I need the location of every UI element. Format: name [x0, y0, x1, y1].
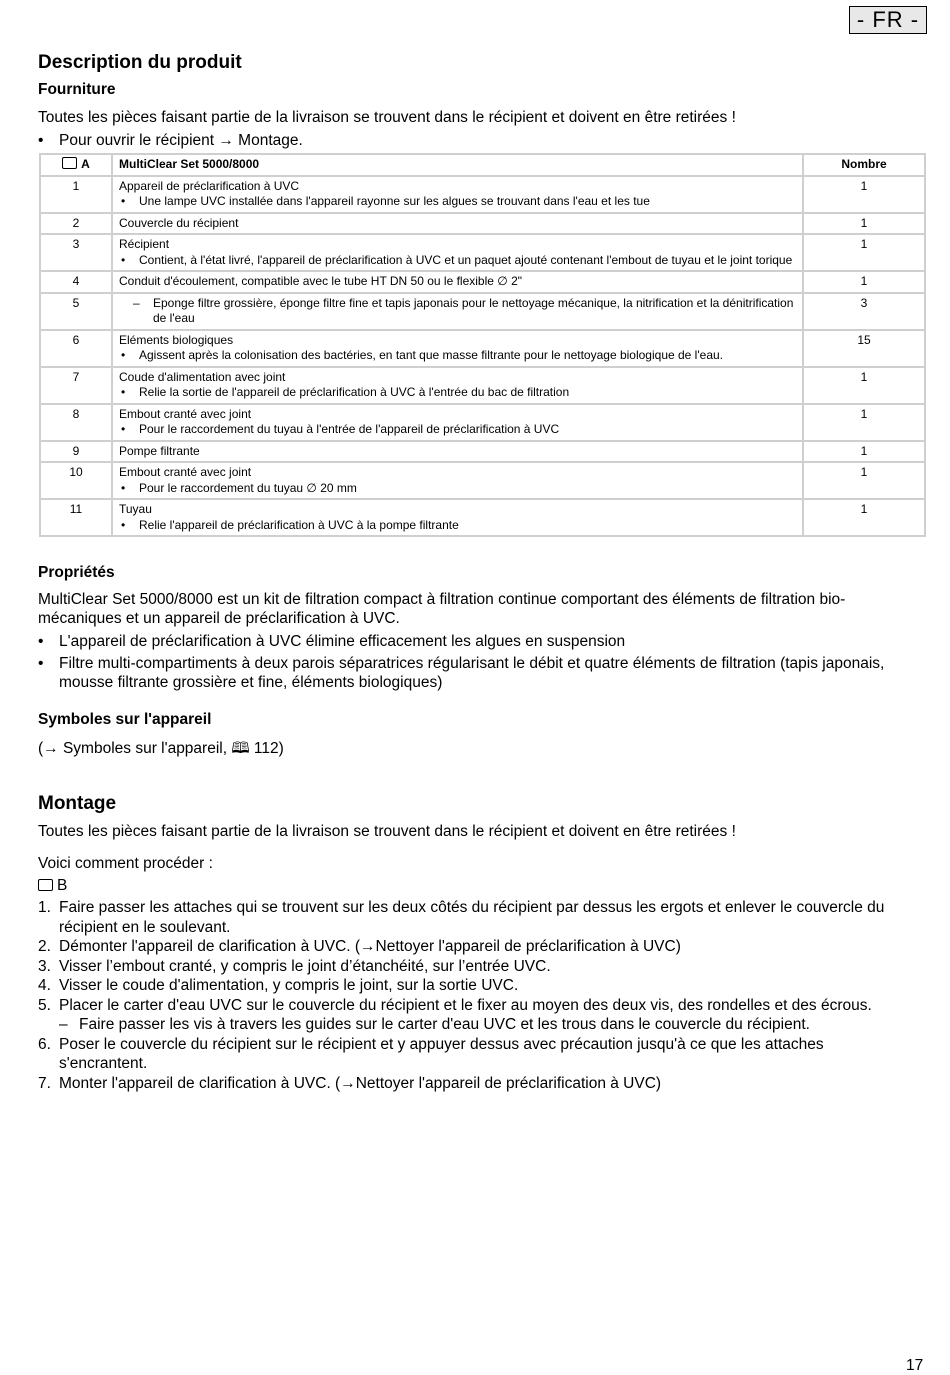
- row-description: [112, 176, 803, 213]
- supply-table: [39, 153, 926, 537]
- table-row: [40, 367, 925, 404]
- row-number: 4: [40, 271, 112, 293]
- header-count: Nombre: [803, 154, 925, 176]
- step-item: 5. Placer le carter d'eau UVC sur le couvercle du récipient et le fixer au moyen des deux vis, des rondelles et des écrous.: [38, 996, 872, 1014]
- step-item: 3. Visser l’embout cranté, y compris le joint d’étanchéité, sur l’entrée UVC.: [38, 957, 551, 975]
- table-row: [40, 404, 925, 441]
- row-number: 5: [40, 293, 112, 330]
- table-row: [40, 176, 925, 213]
- step-item: 4. Visser le coude d'alimentation, y compris le joint, sur la sortie UVC.: [38, 977, 519, 994]
- row-number: 3: [40, 234, 112, 271]
- item-name: Embout cranté avec joint: [119, 465, 252, 479]
- row-number: 8: [40, 404, 112, 441]
- step-item: 7. Monter l'appareil de clarification à UVC. (→Nettoyer l'appareil de préclarification à UVC): [38, 1074, 662, 1092]
- row-description: [112, 293, 803, 330]
- item-name: Pompe filtrante: [119, 443, 200, 458]
- row-count: 1: [803, 234, 925, 271]
- row-count: 1: [803, 499, 925, 536]
- row-count: 1: [803, 404, 925, 441]
- row-number: 1: [40, 176, 112, 213]
- row-description: [112, 330, 803, 367]
- table-header-row: [40, 154, 925, 176]
- item-detail: – Eponge filtre grossière, éponge filtre fine et tapis japonais pour le nettoyage mécanique, la nitrification et la dénitrification de l'eau: [133, 295, 794, 325]
- row-number: 7: [40, 367, 112, 404]
- table-row: [40, 213, 925, 235]
- item-name: Couvercle du récipient: [119, 215, 239, 230]
- list-item: • Filtre multi-compartiments à deux parois séparatrices régularisant le débit et quatre éléments de filtration (tapis japonais, mousse filtrante grossière et fine, éléments biologiques): [38, 655, 885, 691]
- fourniture-bullet-text: Pour ouvrir le récipient → Montage.: [59, 132, 303, 149]
- header-figure: A: [40, 154, 112, 176]
- step-item: 2. Démonter l'appareil de clarification à UVC. (→Nettoyer l'appareil de préclarification à UVC): [38, 938, 681, 955]
- row-count: 1: [803, 176, 925, 213]
- table-row: [40, 234, 925, 271]
- item-detail: • Contient, à l'état livré, l'appareil de préclarification à UVC et un paquet ajouté contenant l'embout de tuyau et le joint torique: [121, 252, 793, 267]
- item-detail: • Relie la sortie de l'appareil de préclarification à UVC à l'entrée du bac de filtration: [121, 385, 570, 399]
- row-description: [112, 462, 803, 499]
- list-item: • L'appareil de préclarification à UVC élimine efficacement les algues en suspension: [38, 633, 626, 650]
- row-count: 1: [803, 462, 925, 499]
- table-row: [40, 499, 925, 536]
- subsection-title-symboles: Symboles sur l'appareil: [38, 711, 212, 728]
- section-title-description: Description du produit: [38, 52, 242, 73]
- symboles-reference: (→ Symboles sur l'appareil, 🕮 112): [38, 740, 284, 757]
- figure-box-icon: [62, 157, 77, 169]
- item-name: Embout cranté avec joint: [119, 406, 252, 421]
- step-item: – Faire passer les vis à travers les guides sur le carter d'eau UVC et les trous dans le couvercle du récipient.: [59, 1016, 810, 1033]
- step-item: 6. Poser le couvercle du récipient sur le récipient et y appuyer dessus avec précaution jusqu'à ce que les attaches s'encrantent.: [38, 1035, 824, 1072]
- step-item: 1. Faire passer les attaches qui se trouvent sur les deux côtés du récipient par dessus les ergots et enlever le couvercle du récipient en le soulevant.: [38, 899, 885, 936]
- row-description: [112, 213, 803, 235]
- row-description: [112, 441, 803, 463]
- row-count: 1: [803, 441, 925, 463]
- item-name: Appareil de préclarification à UVC: [119, 178, 300, 193]
- row-number: 9: [40, 441, 112, 463]
- row-number: 2: [40, 213, 112, 235]
- fourniture-intro: Toutes les pièces faisant partie de la livraison se trouvent dans le récipient et doivent en être retirées !: [38, 109, 736, 126]
- proprietes-bullets: [38, 632, 916, 692]
- item-name: Tuyau: [119, 502, 152, 516]
- table-row: [40, 293, 925, 330]
- row-count: 3: [803, 293, 925, 330]
- subsection-title-proprietes: Propriétés: [38, 564, 115, 581]
- table-row: [40, 330, 925, 367]
- row-count: 1: [803, 213, 925, 235]
- montage-voici: Voici comment procéder :: [38, 855, 213, 872]
- item-name: Coude d'alimentation avec joint: [119, 369, 286, 384]
- row-number: 11: [40, 499, 112, 536]
- montage-figure-ref: B: [38, 876, 67, 895]
- item-detail: • Une lampe UVC installée dans l'appareil rayonne sur les algues se trouvant dans l'eau et les tue: [121, 194, 650, 208]
- subsection-title-fourniture: Fourniture: [38, 81, 116, 98]
- row-description: [112, 499, 803, 536]
- row-description: [112, 234, 803, 271]
- row-number: 6: [40, 330, 112, 367]
- row-description: [112, 367, 803, 404]
- table-row: [40, 462, 925, 499]
- item-detail: • Relie l'appareil de préclarification à UVC à la pompe filtrante: [121, 517, 459, 532]
- row-number: 10: [40, 462, 112, 499]
- row-description: [112, 404, 803, 441]
- section-title-montage: Montage: [38, 793, 117, 814]
- proprietes-text: MultiClear Set 5000/8000 est un kit de filtration compact à filtration continue comportant des éléments de filtration bio-mécaniques et un appareil de préclarification à UVC.: [38, 591, 846, 627]
- table-row: [40, 271, 925, 293]
- row-description: [112, 271, 803, 293]
- figure-box-icon: [38, 879, 53, 891]
- row-count: 15: [803, 330, 925, 367]
- montage-intro: Toutes les pièces faisant partie de la livraison se trouvent dans le récipient et doivent en être retirées !: [38, 823, 736, 840]
- row-count: 1: [803, 367, 925, 404]
- language-tab: - FR -: [849, 6, 927, 34]
- header-name: MultiClear Set 5000/8000: [112, 154, 803, 176]
- row-count: 1: [803, 271, 925, 293]
- table-row: [40, 441, 925, 463]
- item-detail: • Agissent après la colonisation des bactéries, en tant que masse filtrante pour le nettoyage biologique de l'eau.: [121, 348, 723, 362]
- item-detail: • Pour le raccordement du tuyau à l'entrée de l'appareil de préclarification à UVC: [121, 422, 560, 436]
- page-number: 17: [906, 1357, 924, 1374]
- item-name: Récipient: [119, 237, 170, 251]
- item-name: Eléments biologiques: [119, 332, 234, 347]
- item-detail: • Pour le raccordement du tuyau ∅ 20 mm: [121, 480, 357, 495]
- montage-steps: [38, 898, 898, 1093]
- fourniture-bullet: • Pour ouvrir le récipient → Montage.: [38, 132, 303, 149]
- item-name: Conduit d'écoulement, compatible avec le tube HT DN 50 ou le flexible ∅ 2": [119, 274, 523, 288]
